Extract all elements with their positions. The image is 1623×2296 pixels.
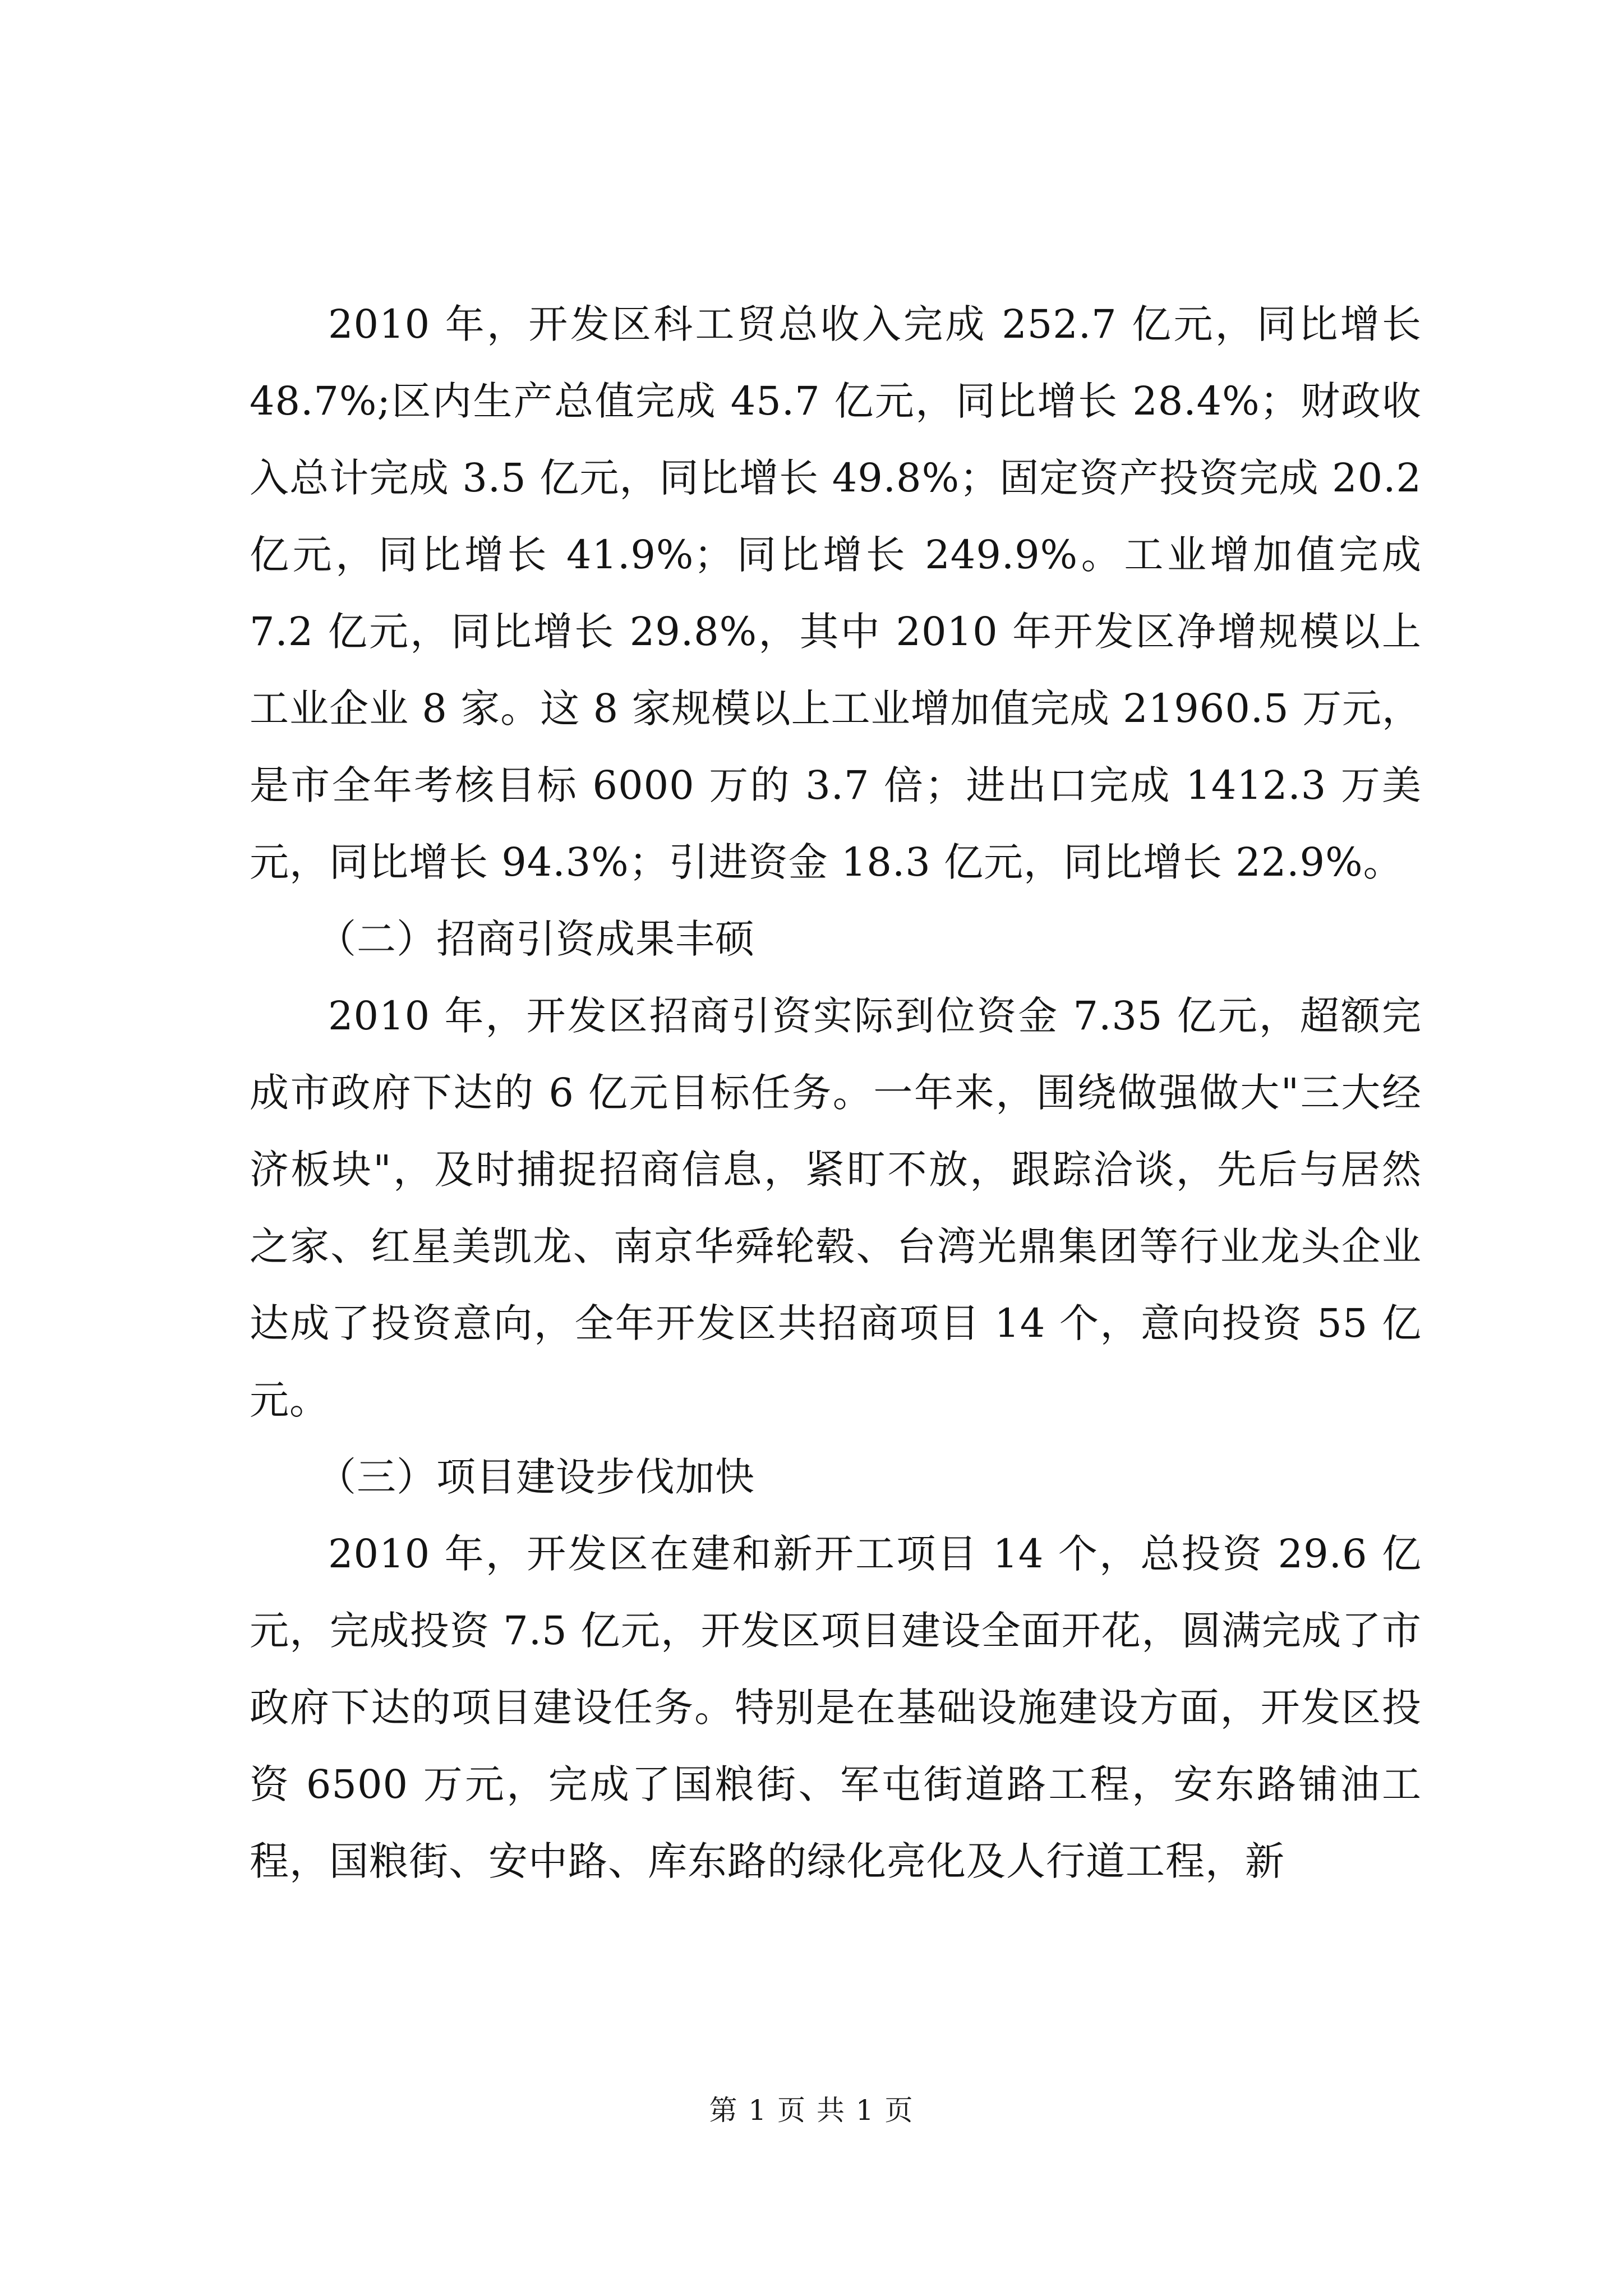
paragraph-economic-indicators: 2010 年，开发区科工贸总收入完成 252.7 亿元，同比增长 48.7%;区内生产总值完成 45.7 亿元，同比增长 28.4%；财政收入总计完成 3.5 亿元，同比增长 49.8%；固定资产投资完成 20.2 亿元，同比增长 41.9%；同比增长 249.9%。工业增加值完成 7.2 亿元，同比增长 29.8%，其中 2010 年开发区净增规模以上工业企业 8 家。这 8 家规模以上工业增加值完成 21960.5 万元，是市全年考核目标 6000 万的 3.7 倍；进出口完成 1412.3 万美元，同比增长 94.3%；引进资金 18.3 亿元，同比增长 22.9%。 <box>250 301 1422 885</box>
section-heading-investment: （二）招商引资成果丰硕 <box>317 916 755 962</box>
paragraph-investment: 2010 年，开发区招商引资实际到位资金 7.35 亿元，超额完成市政府下达的 6 亿元目标任务。一年来，围绕做强做大"三大经济板块"，及时捕捉招商信息，紧盯不放，跟踪洽谈，先后与居然之家、红星美凯龙、南京华舜轮毂、台湾光鼎集团等行业龙头企业达成了投资意向，全年开发区共招商项目 14 个，意向投资 55 亿元。 <box>250 993 1422 1423</box>
section-heading-projects: （三）项目建设步伐加快 <box>317 1454 755 1500</box>
document-body <box>250 286 1422 1900</box>
page-footer: 第 1 页 共 1 页 <box>709 2094 914 2127</box>
paragraph-projects: 2010 年，开发区在建和新开工项目 14 个，总投资 29.6 亿元，完成投资 7.5 亿元，开发区项目建设全面开花，圆满完成了市政府下达的项目建设任务。特别是在基础设施建设方面，开发区投资 6500 万元，完成了国粮街、军屯街道路工程，安东路铺油工程，国粮街、安中路、库东路的绿化亮化及人行道工程，新 <box>250 1531 1422 1884</box>
